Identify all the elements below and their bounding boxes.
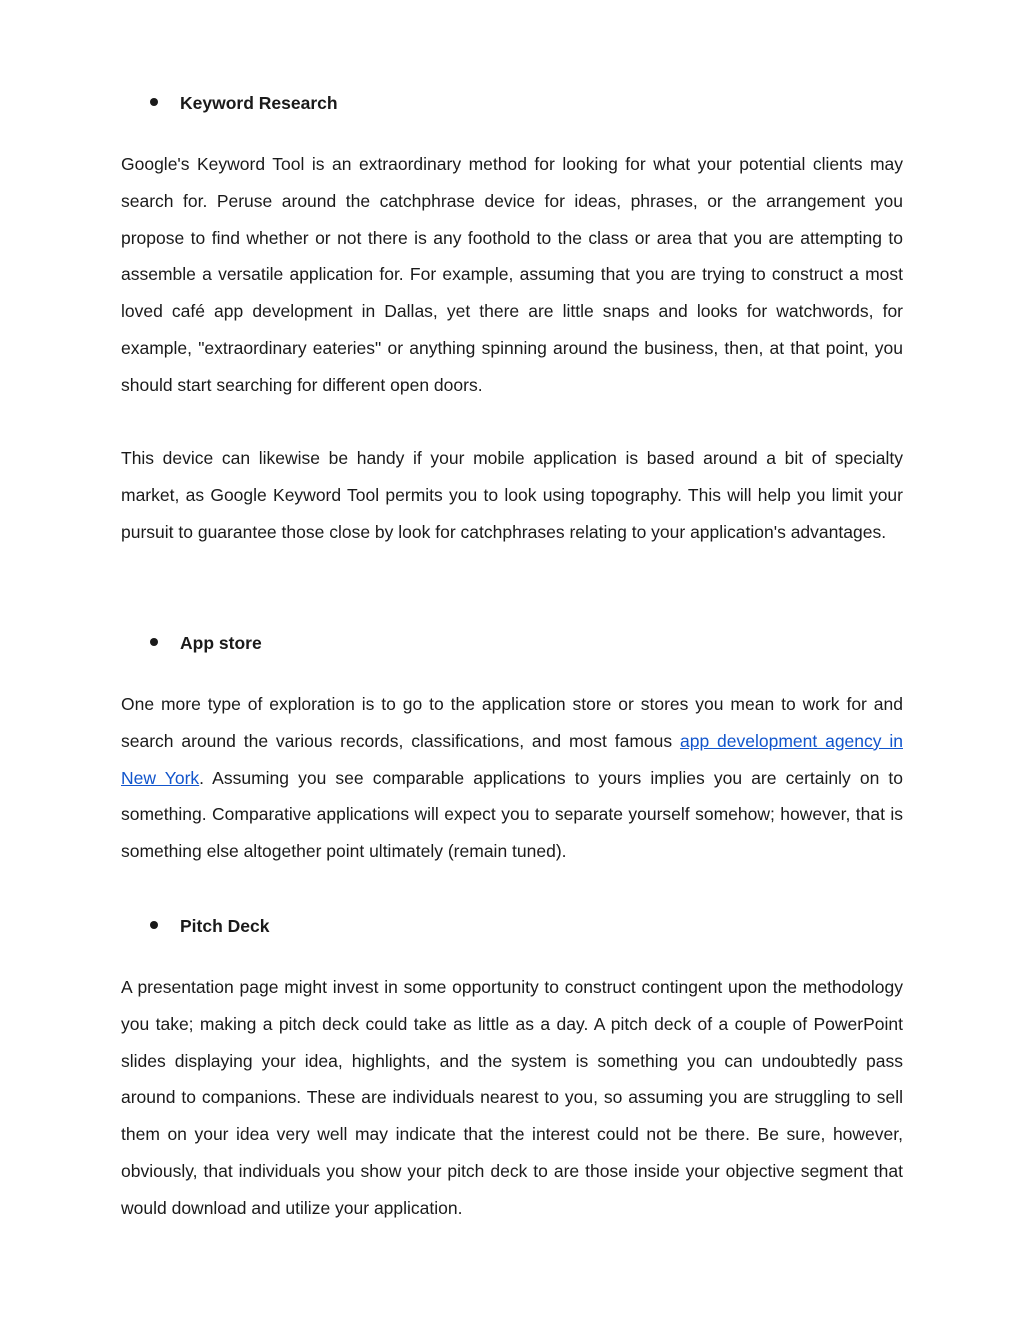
paragraph-app-store <box>121 686 903 870</box>
paragraph-text-before-link: One more type of exploration is to go to the application store or stores you mean to work for and search around the various records, classifications, and most famous <box>121 694 903 751</box>
paragraph-pitch-deck: A presentation page might invest in some opportunity to construct contingent upon the methodology you take; making a pitch deck could take as little as a day. A pitch deck of a couple of PowerPoint slides displaying your idea, highlights, and the system is something you can undoubtedly pass around to companions. These are individuals nearest to you, so assuming you are struggling to sell them on your idea very well may indicate that the interest could not be there. Be sure, however, obviously, that individuals you show your pitch deck to are those inside your objective segment that would download and utilize your application. <box>121 977 903 1218</box>
app-development-agency-link[interactable]: app development agency in New York <box>121 730 903 788</box>
heading-text: Keyword Research <box>180 93 338 113</box>
bullet-heading-app-store <box>150 631 262 655</box>
bullet-heading-pitch-deck <box>150 914 269 938</box>
paragraph-text-after-link: . Assuming you see comparable applications to yours implies you are certainly on to something. Comparative applications will expect you to separate yourself somehow; however, that is something else altogether point ultimately (remain tuned). <box>121 767 903 862</box>
paragraph-keyword-tool: Google's Keyword Tool is an extraordinary method for looking for what your potential clients may search for. Peruse around the catchphrase device for ideas, phrases, or the arrangement you propose to find whether or not there is any foothold to the class or area that you are attempting to assemble a versatile application for. For example, assuming that you are trying to construct a most loved café app development in Dallas, yet there are little snaps and looks for watchwords, for example, "extraordinary eateries" or anything spinning around the business, then, at that point, you should start searching for different open doors. <box>121 154 903 395</box>
bullet-heading-keyword-research <box>150 91 338 115</box>
heading-text: App store <box>180 633 262 653</box>
bullet-icon <box>150 921 158 929</box>
paragraph-specialty-market: This device can likewise be handy if your mobile application is based around a bit of specialty market, as Google Keyword Tool permits you to look using topography. This will help you limit your pursuit to guarantee those close by look for catchphrases relating to your application's advantages. <box>121 448 903 542</box>
heading-text: Pitch Deck <box>180 916 270 936</box>
bullet-icon <box>150 98 158 106</box>
bullet-icon <box>150 638 158 646</box>
